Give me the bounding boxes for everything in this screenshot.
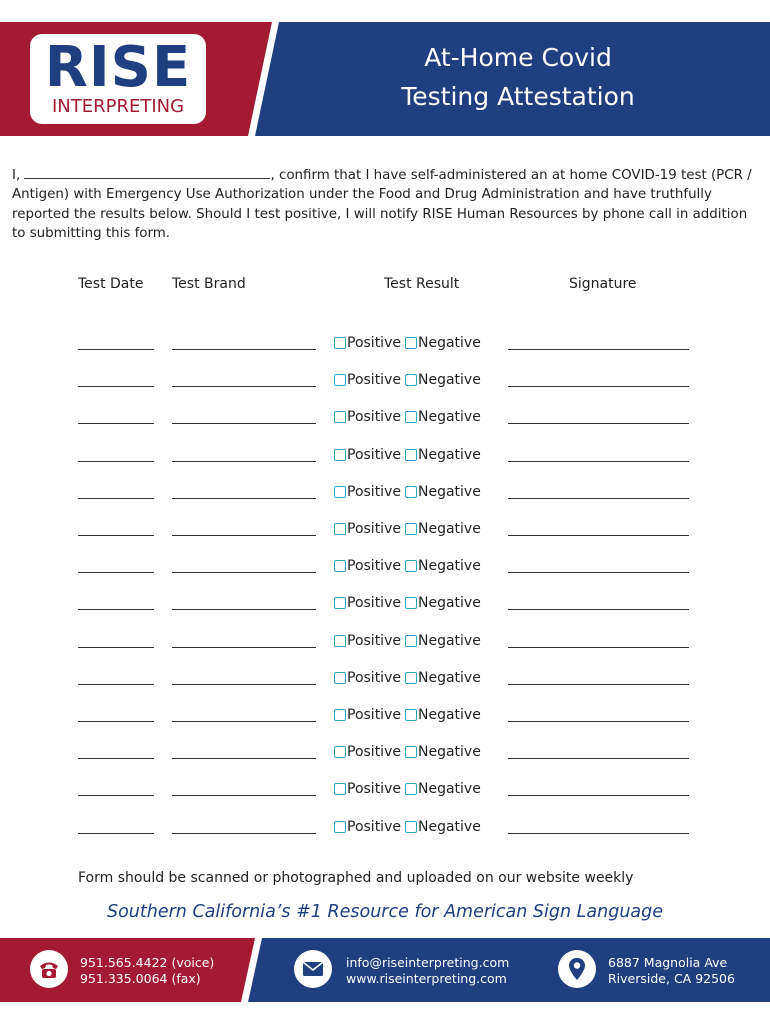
negative-checkbox[interactable] [405,560,417,572]
positive-label: Positive [347,632,401,649]
signature-field[interactable] [508,795,689,796]
positive-label: Positive [347,707,401,723]
test-row [0,333,770,357]
test-row [0,519,770,543]
negative-option[interactable] [405,631,481,651]
test-brand-field[interactable] [172,647,316,648]
signature-field[interactable] [508,758,689,759]
header-banner [0,22,770,136]
positive-checkbox[interactable] [334,374,346,386]
positive-checkbox[interactable] [334,821,346,833]
positive-option[interactable] [334,519,401,539]
test-row [0,556,770,580]
contact-web [346,955,509,986]
positive-option[interactable] [334,631,401,651]
positive-option[interactable] [334,445,401,465]
title-line-2: Testing Attestation [401,82,635,111]
signature-field[interactable] [508,647,689,648]
positive-label: Positive [347,372,401,389]
signature-field[interactable] [508,609,689,610]
positive-checkbox[interactable] [334,486,346,498]
test-row [0,705,770,729]
negative-option[interactable] [405,407,481,427]
test-date-field[interactable] [78,758,154,759]
test-brand-field[interactable] [172,609,316,610]
positive-label: Positive [347,483,401,500]
negative-option[interactable] [405,445,481,465]
test-brand-field[interactable] [172,349,316,350]
negative-label: Negative [418,669,481,686]
address [608,955,735,986]
page-title [350,38,686,116]
test-date-field[interactable] [78,349,154,350]
signature-field[interactable] [508,535,689,536]
test-row [0,482,770,506]
negative-checkbox[interactable] [405,783,417,795]
column-test-result: Test Result [384,276,460,292]
signature-field[interactable] [508,349,689,350]
positive-option[interactable] [334,593,401,613]
negative-checkbox[interactable] [405,635,417,647]
test-date-field[interactable] [78,795,154,796]
website-link[interactable]: www.riseinterpreting.com [346,970,507,986]
rise-logo [30,34,206,124]
negative-checkbox[interactable] [405,746,417,758]
positive-checkbox[interactable] [334,449,346,461]
test-row [0,817,770,841]
negative-option[interactable] [405,705,481,725]
negative-checkbox[interactable] [405,821,417,833]
tagline: Southern California’s #1 Resource for American Sign Language [106,902,664,922]
negative-checkbox[interactable] [405,597,417,609]
test-date-field[interactable] [78,609,154,610]
test-row [0,370,770,394]
test-date-field[interactable] [78,386,154,387]
test-row [0,407,770,431]
column-signature: Signature [569,276,637,292]
test-date-field[interactable] [78,423,154,424]
positive-label: Positive [347,335,401,351]
signature-field[interactable] [508,386,689,387]
negative-label: Negative [418,632,481,649]
test-date-field[interactable] [78,461,154,462]
negative-option[interactable] [405,519,481,539]
positive-option[interactable] [334,556,401,576]
negative-checkbox[interactable] [405,374,417,386]
positive-option[interactable] [334,370,401,390]
negative-option[interactable] [405,370,481,390]
negative-label: Negative [418,707,481,723]
test-brand-field[interactable] [172,498,316,499]
address-line-2: Riverside, CA 92506 [608,970,735,986]
positive-checkbox[interactable] [334,337,346,349]
positive-checkbox[interactable] [334,672,346,684]
negative-label: Negative [418,744,481,761]
positive-label: Positive [347,595,401,612]
negative-checkbox[interactable] [405,449,417,461]
column-test-brand: Test Brand [172,276,246,292]
column-test-date: Test Date [78,276,144,292]
phone-icon [30,950,68,988]
test-row [0,631,770,655]
negative-option[interactable] [405,742,481,762]
positive-checkbox[interactable] [334,560,346,572]
positive-checkbox[interactable] [334,746,346,758]
negative-option[interactable] [405,333,481,353]
positive-checkbox[interactable] [334,523,346,535]
negative-option[interactable] [405,556,481,576]
test-brand-field[interactable] [172,461,316,462]
test-brand-field[interactable] [172,795,316,796]
test-date-field[interactable] [78,498,154,499]
positive-label: Positive [347,409,401,426]
positive-option[interactable] [334,705,401,725]
phone-numbers [80,955,214,986]
phone-fax[interactable]: 951.335.0064 (fax) [80,970,201,986]
test-row [0,668,770,692]
logo-subtitle: INTERPRETING [51,96,185,117]
signature-field[interactable] [508,572,689,573]
negative-checkbox[interactable] [405,486,417,498]
test-row [0,445,770,469]
signature-field[interactable] [508,833,689,834]
signature-field[interactable] [508,684,689,685]
positive-checkbox[interactable] [334,597,346,609]
negative-label: Negative [418,483,481,500]
intro-prefix: I, [12,168,25,183]
mail-icon [294,950,332,988]
signature-field[interactable] [508,721,689,722]
positive-option[interactable] [334,407,401,427]
negative-option[interactable] [405,668,481,688]
upload-note: Form should be scanned or photographed and uploaded on our website weekly [78,870,634,886]
positive-checkbox[interactable] [334,635,346,647]
negative-checkbox[interactable] [405,337,417,349]
location-pin-icon [558,950,596,988]
positive-label: Positive [347,818,401,835]
positive-label: Positive [347,744,401,761]
signature-field[interactable] [508,498,689,499]
negative-option[interactable] [405,593,481,613]
test-date-field[interactable] [78,721,154,722]
positive-checkbox[interactable] [334,783,346,795]
test-brand-field[interactable] [172,386,316,387]
signature-field[interactable] [508,461,689,462]
test-date-field[interactable] [78,833,154,834]
negative-label: Negative [418,521,481,537]
test-brand-field[interactable] [172,684,316,685]
test-brand-field[interactable] [172,833,316,834]
negative-label: Negative [418,446,481,463]
positive-label: Positive [347,781,401,798]
name-field[interactable] [24,166,270,179]
negative-checkbox[interactable] [405,672,417,684]
phone-voice[interactable]: 951.565.4422 (voice) [80,955,215,970]
negative-label: Negative [418,372,481,389]
test-date-field[interactable] [78,535,154,536]
intro-text: , confirm that I have self-administered an at home COVID-19 test (PCR / Antigen) with Emergency Use Authorization under the Food and Drug Administration and have truthfully reported the results below. Should I test positive, I will notify RISE Human Resources by phone call in addition to submitting this form. [12,168,752,242]
positive-option[interactable] [334,482,401,502]
email-link[interactable]: info@riseinterpreting.com [346,955,510,970]
logo-wordmark: RISE [44,35,192,100]
negative-checkbox[interactable] [405,411,417,423]
positive-option[interactable] [334,668,401,688]
negative-label: Negative [418,781,481,798]
signature-field[interactable] [508,423,689,424]
test-row [0,742,770,766]
positive-checkbox[interactable] [334,709,346,721]
positive-option[interactable] [334,333,401,353]
positive-label: Positive [347,446,401,463]
negative-option[interactable] [405,817,481,837]
test-brand-field[interactable] [172,758,316,759]
test-row [0,779,770,803]
negative-checkbox[interactable] [405,709,417,721]
test-brand-field[interactable] [172,572,316,573]
positive-option[interactable] [334,817,401,837]
negative-option[interactable] [405,482,481,502]
negative-label: Negative [418,818,481,835]
test-brand-field[interactable] [172,535,316,536]
positive-label: Positive [347,669,401,686]
attestation-statement [12,166,757,244]
negative-label: Negative [418,409,481,426]
positive-checkbox[interactable] [334,411,346,423]
test-brand-field[interactable] [172,721,316,722]
test-date-field[interactable] [78,684,154,685]
negative-label: Negative [418,335,481,351]
positive-label: Positive [347,521,401,537]
negative-checkbox[interactable] [405,523,417,535]
footer-banner [0,938,770,1002]
positive-option[interactable] [334,779,401,799]
test-brand-field[interactable] [172,423,316,424]
negative-label: Negative [418,558,481,575]
test-date-field[interactable] [78,647,154,648]
negative-option[interactable] [405,779,481,799]
negative-label: Negative [418,595,481,612]
positive-option[interactable] [334,742,401,762]
positive-label: Positive [347,558,401,575]
test-row [0,593,770,617]
test-date-field[interactable] [78,572,154,573]
title-line-1: At-Home Covid [424,43,612,72]
address-line-1: 6887 Magnolia Ave [608,955,728,970]
